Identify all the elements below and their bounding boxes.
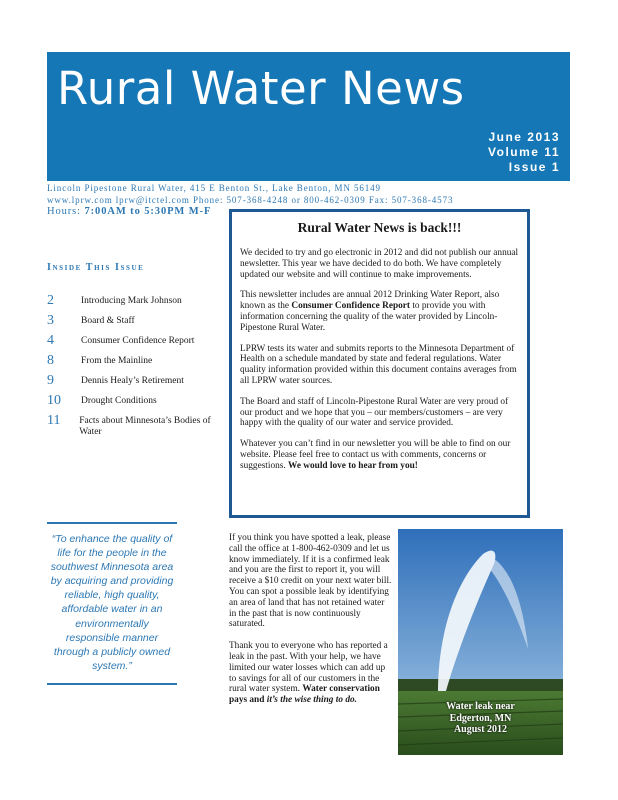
feature-title: Rural Water News is back!!! <box>297 220 462 235</box>
feature-bold-text: Consumer Confidence Report <box>291 301 411 312</box>
feature-paragraph <box>240 439 519 471</box>
leak-article <box>229 533 393 717</box>
toc-heading: Inside This Issue <box>47 262 145 273</box>
leak-paragraph: If you think you have spotted a leak, please call the office at 1-800-462-0309 and let us know immediately. If it is a confirmed leak and you are the first to report it, you will receive a $10 credit on your next water bill. You can spot a possible leak by identifying an area of land that has not retained water in the past that is now continuously saturated. <box>229 533 392 630</box>
feature-paragraph: The Board and staff of Lincoln-Pipestone Rural Water are very proud of our product and we hope that you – our members/customers – are very happy with the quality of our water and service provided. <box>240 396 509 429</box>
newsletter-title: Rural Water News <box>57 62 465 115</box>
caption-line: Edgerton, MN <box>449 712 512 724</box>
toc-item <box>47 294 227 308</box>
toc-item <box>47 354 227 368</box>
feature-text: This newsletter includes are annual 2012 Drinking Water Report, also known as the <box>240 290 500 312</box>
leak-text: Thank you to everyone who has reported a leak in the past. With your help, we have limited our water losses which can add up to savings for all of our customers in the rural water system. <box>229 641 388 695</box>
feature-paragraph <box>240 290 519 333</box>
toc-title: Facts about Minnesota’s Bodies of Water <box>79 416 211 437</box>
feature-paragraph: LPRW tests its water and submits reports to the Minnesota Department of Health on a schedule mandated by state and federal regulations. Water quality information provided within this document contains averages from all LPRW water sources. <box>240 343 517 386</box>
web-phone-line: www.lprw.com lprw@itctel.com Phone: 507-368-4248 or 800-462-0309 Fax: 507-368-4573 <box>47 194 454 205</box>
masthead <box>47 52 570 181</box>
issue-volume: Volume 11 <box>488 145 560 159</box>
caption-line: Water leak near <box>446 701 515 712</box>
leak-bold-text: Water conservation pays and <box>229 684 380 706</box>
issue-date: June 2013 <box>488 130 560 144</box>
feature-text: Whatever you can’t find in our newsletter you will be able to find on our website. Please feel free to contact us with comments, concerns or suggestions. <box>240 439 511 471</box>
feature-text: to provide you with information concerning the quality of the water provided by Lincoln-Pipestone Rural Water. <box>240 301 498 333</box>
toc-page-number: 3 <box>47 313 54 328</box>
feature-article <box>229 209 530 518</box>
toc-title: Consumer Confidence Report <box>81 336 195 346</box>
toc-item <box>47 374 227 388</box>
toc-item <box>47 414 227 438</box>
toc-page-number: 2 <box>47 293 54 308</box>
hours-label: Hours: <box>47 206 85 217</box>
sky <box>398 529 563 699</box>
toc-page-number: 11 <box>47 413 61 428</box>
caption-line: August 2012 <box>453 724 508 735</box>
toc-item <box>47 394 227 408</box>
feature-paragraph: We decided to try and go electronic in 2012 and did not publish our annual newsletter. This year we have decided to do both. We have completely updated our website and will continue to make improvements. <box>240 248 519 280</box>
mission-quote: “To enhance the quality of life for the people in the southwest Minnesota area by acquiring and providing reliable, high quality, affordable water in an environmentally responsible manner through a publicly owned system.” <box>47 522 177 685</box>
toc-title: Introducing Mark Johnson <box>81 296 182 306</box>
toc-page-number: 10 <box>47 393 61 408</box>
toc-item <box>47 334 227 348</box>
issue-number: Issue 1 <box>508 160 560 174</box>
table-of-contents <box>47 294 227 444</box>
toc-page-number: 4 <box>47 333 54 348</box>
hours-value: 7:00AM to 5:30PM M-F <box>84 206 212 217</box>
water-leak-photo <box>398 529 563 755</box>
toc-title: Drought Conditions <box>81 396 157 406</box>
toc-item <box>47 314 227 328</box>
issue-info <box>488 130 560 175</box>
photo-caption <box>398 701 563 736</box>
toc-title: From the Mainline <box>81 356 153 366</box>
leak-paragraph <box>229 641 393 706</box>
leak-bold-italic-text: it’s the wise thing to do. <box>266 695 357 706</box>
toc-page-number: 8 <box>47 353 54 368</box>
feature-bold-text: We would love to hear from you! <box>288 460 418 471</box>
toc-title: Dennis Healy’s Retirement <box>81 376 184 386</box>
toc-title: Board & Staff <box>81 316 135 326</box>
address-line: Lincoln Pipestone Rural Water, 415 E Benton St., Lake Benton, MN 56149 <box>47 183 381 193</box>
tree-line <box>398 679 563 693</box>
toc-page-number: 9 <box>47 373 54 388</box>
